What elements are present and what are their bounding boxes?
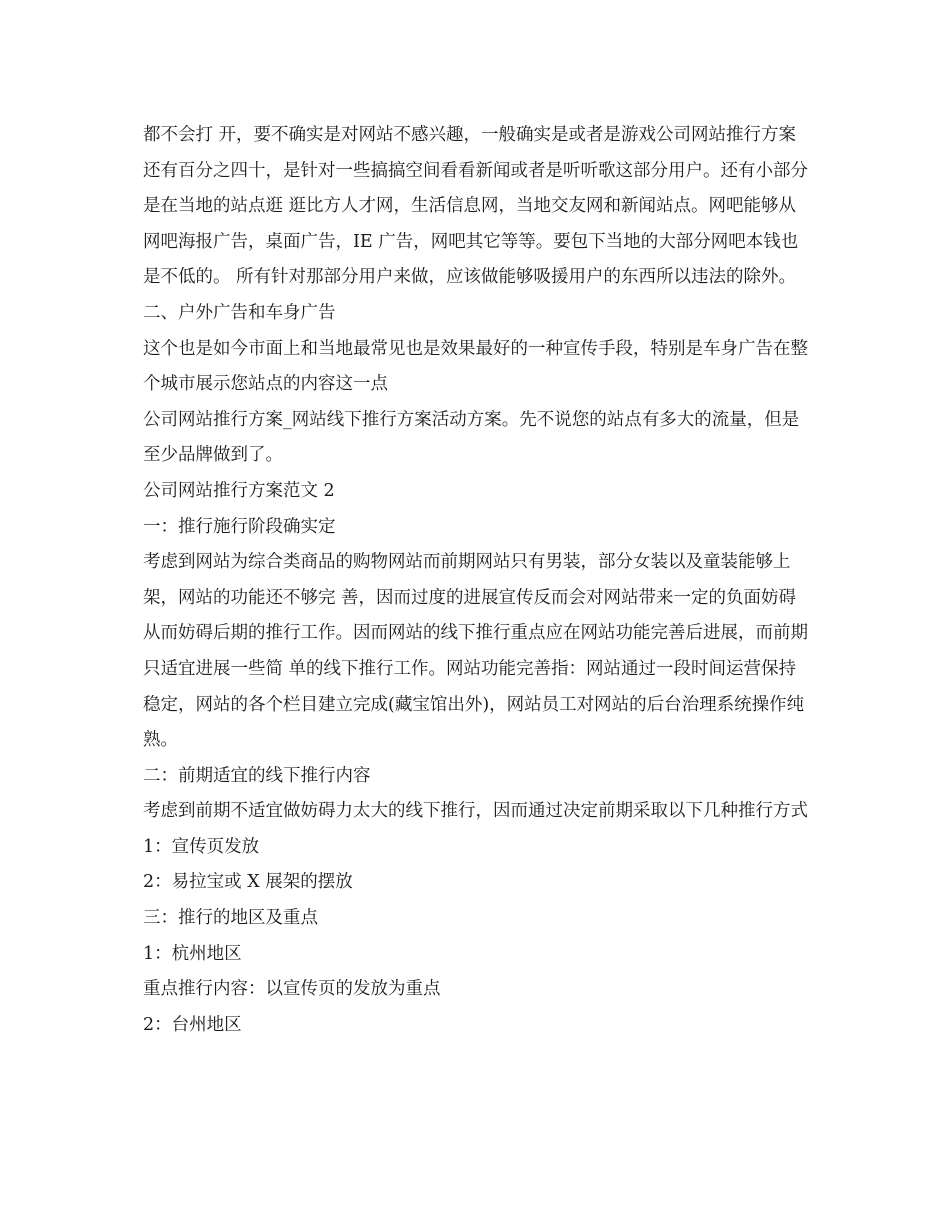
section-heading: 二、户外广告和车身广告 <box>143 302 336 323</box>
document-subtitle: 公司网站推行方案范文 2 <box>143 480 335 501</box>
section-heading: 一：推行施行阶段确实定 <box>143 516 336 537</box>
body-paragraph: 考虑到前期不适宜做妨碍力太大的线下推行，因而通过决定前期采取以下几种推行方式 1：宣传页发放 <box>143 801 814 857</box>
list-item: 2：台州地区 <box>143 1014 242 1035</box>
section-heading: 三：推行的地区及重点 <box>143 908 318 929</box>
list-item: 1：杭州地区 <box>143 943 242 964</box>
body-paragraph: 都不会打 开，要不确实是对网站不感兴趣，一般确实是或者是游戏公司网站推行方案还有百分之四十，是针对一些搞搞空间看看新闻或者是听听歌这部分用户。还有小部分是在当地的站点逛 逛比方人才网，生活信息网，当地交友网和新闻站点。网吧能够从网吧海报广告，桌面广告，IE 广告，网吧其它等等。要包下当地的大部分网吧本钱也是不低的。 所有针对那部分用户来做，应该做能够吸援用户的东西所以违法的除外。 <box>143 125 808 288</box>
list-item: 2：易拉宝或 X 展架的摆放 <box>143 872 353 893</box>
document-body <box>143 118 814 1043</box>
section-heading: 二：前期适宜的线下推行内容 <box>143 765 371 786</box>
body-paragraph: 考虑到网站为综合类商品的购物网站而前期网站只有男装，部分女装以及童装能够上架，网站的功能还不够完 善，因而过度的进展宣传反而会对网站带来一定的负面妨碍从而妨碍后期的推行工作。因而网站的线下推行重点应在网站功能完善后进展，而前期只适宜进展一些简 单的线下推行工作。网站功能完善指：网站通过一段时间运营保持稳定，网站的各个栏目建立完成(藏宝馆出外)，网站员工对网站的后台治理系统操作纯熟。 <box>143 552 808 751</box>
body-paragraph: 这个也是如今市面上和当地最常见也是效果最好的一种宣传手段，特别是车身广告在整个城市展示您站点的内容这一点 <box>143 338 808 395</box>
body-paragraph: 公司网站推行方案_网站线下推行方案活动方案。先不说您的站点有多大的流量，但是至少品牌做到了。 <box>143 409 800 466</box>
body-paragraph: 重点推行内容：以宣传页的发放为重点 <box>143 979 441 1000</box>
